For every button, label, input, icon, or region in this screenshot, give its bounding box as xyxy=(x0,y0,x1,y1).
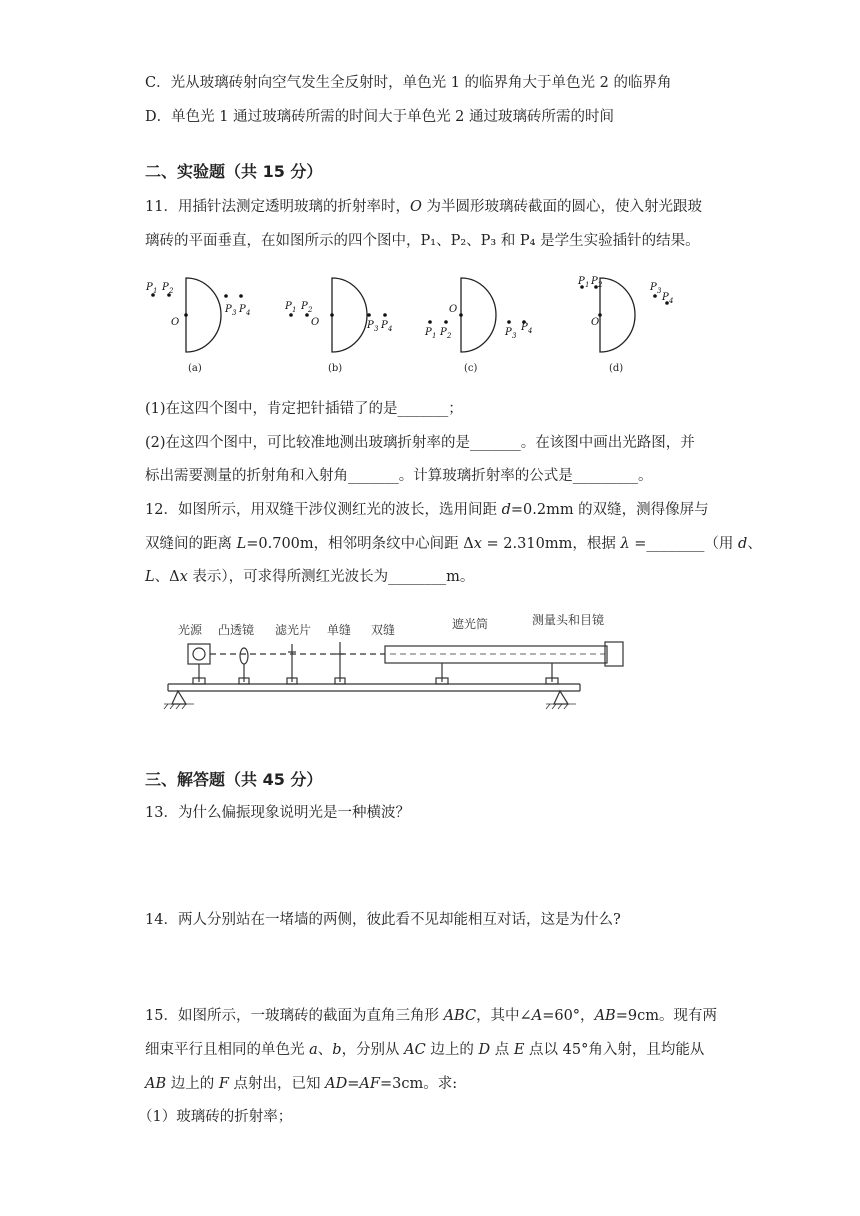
text: =3cm。求: xyxy=(379,1076,458,1092)
text: 、Δ xyxy=(154,569,180,585)
var-af: AF xyxy=(359,1076,380,1092)
text: = 2.310mm，根据 xyxy=(481,536,621,552)
var-d: D xyxy=(478,1042,491,1058)
svg-text:3: 3 xyxy=(512,332,517,340)
text: 11．用插针法测定透明玻璃的折射率时， xyxy=(145,199,410,215)
var-a: a xyxy=(309,1042,318,1058)
var-abc: ABC xyxy=(443,1008,477,1024)
svg-text:4: 4 xyxy=(388,325,393,333)
text: 15．如图所示，一玻璃砖的截面为直角三角形 xyxy=(145,1008,444,1024)
svg-text:3: 3 xyxy=(232,309,237,317)
option-d: D．单色光 1 通过玻璃砖所需的时间大于单色光 2 通过玻璃砖所需的时间 xyxy=(145,109,615,125)
svg-text:P: P xyxy=(650,282,657,293)
var-b: b xyxy=(332,1042,342,1058)
svg-text:P: P xyxy=(381,320,388,331)
var-ab: AB xyxy=(145,1076,167,1092)
var-x: x xyxy=(179,569,188,585)
svg-text:P: P xyxy=(425,327,432,338)
q11-sub-1: (1)在这四个图中，肯定把针插错了的是_______； xyxy=(145,401,463,417)
svg-text:P: P xyxy=(662,292,669,303)
svg-text:P: P xyxy=(225,304,232,315)
caption-c: (c) xyxy=(464,363,478,374)
svg-text:P: P xyxy=(440,327,447,338)
var-l: L xyxy=(236,536,247,552)
label-shade-tube: 遮光筒 xyxy=(452,617,489,631)
var-a: A xyxy=(531,1008,543,1024)
svg-text:3: 3 xyxy=(374,325,379,333)
q15-line-2 xyxy=(145,1040,704,1060)
var-d: d xyxy=(738,536,748,552)
section-heading-solution: 三、解答题（共 45 分） xyxy=(145,770,323,789)
double-slit-apparatus-figure xyxy=(160,608,640,720)
var-lambda: λ xyxy=(620,536,630,552)
var-ab: AB xyxy=(594,1008,616,1024)
semicircle-b xyxy=(332,278,367,352)
svg-text:P: P xyxy=(162,282,169,293)
text: ，其中∠ xyxy=(476,1008,532,1024)
semicircle-a xyxy=(186,278,221,352)
text: 为半圆形玻璃砖截面的圆心，使入射光跟玻 xyxy=(421,199,702,215)
svg-text:4: 4 xyxy=(528,327,533,335)
text: = xyxy=(347,1076,360,1092)
q11-sub-3: 标出需要测量的折射角和入射角_______。计算玻璃折射率的公式是_________。 xyxy=(145,468,653,484)
svg-text:2: 2 xyxy=(169,287,174,295)
svg-text:4: 4 xyxy=(669,297,674,305)
text: ，分别从 xyxy=(341,1042,405,1058)
semicircle-d xyxy=(600,278,635,352)
text: 表示），可求得所测红光波长为________m。 xyxy=(187,569,475,585)
var-d: d xyxy=(501,502,511,518)
text: =9cm。现有两 xyxy=(615,1008,717,1024)
section-heading-experiment: 二、实验题（共 15 分） xyxy=(145,162,323,181)
svg-text:4: 4 xyxy=(246,309,251,317)
q14-text: 14．两人分别站在一堵墙的两侧，彼此看不见却能相互对话，这是为什么? xyxy=(145,912,621,928)
label-filter: 滤光片 xyxy=(275,623,312,637)
text: 点以 45°角入射，且均能从 xyxy=(524,1042,705,1058)
q11-line-2: 璃砖的平面垂直，在如图所示的四个图中，P₁、P₂、P₃ 和 P₄ 是学生实验插针的结果。 xyxy=(145,233,700,249)
q15-line-3 xyxy=(145,1074,457,1094)
svg-text:P: P xyxy=(505,327,512,338)
q12-line-1 xyxy=(145,500,709,520)
svg-text:P: P xyxy=(301,301,308,312)
svg-text:2: 2 xyxy=(598,281,603,289)
text: =0.2mm 的双缝，测得像屏与 xyxy=(510,502,709,518)
svg-text:O: O xyxy=(449,304,458,315)
option-c: C．光从玻璃砖射向空气发生全反射时，单色光 1 的临界角大于单色光 2 的临界角 xyxy=(145,75,672,91)
var-o: O xyxy=(409,199,422,215)
caption-a: (a) xyxy=(188,363,202,374)
svg-text:P: P xyxy=(367,320,374,331)
semicircle-c xyxy=(461,278,496,352)
var-f: F xyxy=(218,1076,229,1092)
q12-line-3 xyxy=(145,567,474,587)
svg-text:P: P xyxy=(239,304,246,315)
q12-line-2 xyxy=(145,534,762,554)
svg-text:1: 1 xyxy=(292,306,297,314)
var-l: L xyxy=(145,569,155,585)
svg-text:3: 3 xyxy=(657,287,662,295)
q15-line-1 xyxy=(145,1006,717,1026)
text: 点射出，已知 xyxy=(228,1076,326,1092)
svg-text:O: O xyxy=(591,317,600,328)
svg-text:P: P xyxy=(521,322,528,333)
q15-sub-1: （1）玻璃砖的折射率； xyxy=(138,1109,293,1125)
text: 点 xyxy=(490,1042,514,1058)
center-label: O xyxy=(171,317,180,328)
svg-text:1: 1 xyxy=(153,287,158,295)
text: =0.700m，相邻明条纹中心间距 Δ xyxy=(246,536,474,552)
label-eyepiece: 测量头和目镜 xyxy=(532,613,605,627)
svg-text:P: P xyxy=(146,282,153,293)
caption-d: (d) xyxy=(609,363,624,374)
q13-text: 13．为什么偏振现象说明光是一种横波？ xyxy=(145,805,410,821)
caption-b: (b) xyxy=(328,363,343,374)
text: 细束平行且相同的单色光 xyxy=(145,1042,310,1058)
text: 、 xyxy=(747,536,762,552)
text: =________（用 xyxy=(629,536,739,552)
label-convex-lens: 凸透镜 xyxy=(218,623,255,637)
label-double-slit: 双缝 xyxy=(371,623,396,637)
var-e: E xyxy=(513,1042,525,1058)
label-light-source: 光源 xyxy=(178,623,203,637)
text: 边上的 xyxy=(425,1042,479,1058)
pin-method-figure xyxy=(140,268,700,378)
text: 12．如图所示，用双缝干涉仪测红光的波长，选用间距 xyxy=(145,502,502,518)
svg-text:1: 1 xyxy=(432,332,437,340)
svg-text:P: P xyxy=(578,276,585,287)
var-ac: AC xyxy=(404,1042,426,1058)
text: 边上的 xyxy=(166,1076,219,1092)
text: 、 xyxy=(317,1042,333,1058)
label-single-slit: 单缝 xyxy=(327,623,352,637)
svg-text:O: O xyxy=(311,317,320,328)
var-x: x xyxy=(473,536,482,552)
var-ad: AD xyxy=(325,1076,348,1092)
svg-text:1: 1 xyxy=(585,281,590,289)
text: =60°， xyxy=(542,1008,595,1024)
svg-text:P: P xyxy=(591,276,598,287)
text: 双缝间的距离 xyxy=(145,536,237,552)
svg-text:P: P xyxy=(285,301,292,312)
q11-line-1 xyxy=(145,197,702,217)
svg-text:2: 2 xyxy=(308,306,313,314)
q11-sub-2: (2)在这四个图中，可比较准地测出玻璃折射率的是_______。在该图中画出光路图，并 xyxy=(145,435,695,451)
svg-text:2: 2 xyxy=(447,332,452,340)
